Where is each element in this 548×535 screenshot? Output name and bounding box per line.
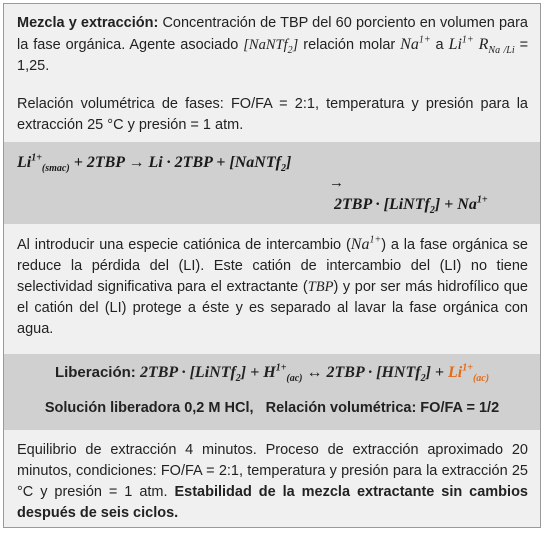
tbp-term: TBP	[307, 279, 334, 295]
equilibrium-text: Equilibrio de extracción 4 minutos. Proceso de extracción aproximado 20 minutos, condiciones: FO/FA = 2:1, temperatura y presión para la extracción 25 °C y presión = 1 atm.	[17, 442, 528, 500]
liberation-label: Liberación:	[54, 364, 136, 381]
na-ion-inline: $Na^{1+}$	[350, 234, 382, 253]
exchange-cation-paragraph: Al introducir una especie catiónica de intercambio $(Na^{1+})$ a la fase orgánica se reduce la pérdida del (LI). Este catión de intercambio del (LI) no tiene selectividad significativa para el extractante (TBP) y por ser más hidrofílico que el catión del (LI) protege a éste y es separado al lavar la fase orgánica con agua.	[17, 234, 528, 337]
stability-text: Estabilidad de la mezcla extractante sin cambios después de seis ciclos.	[17, 484, 528, 521]
phase-ratio-text: Relación volumétrica de fases: FO/FA = 2:1, temperatura y presión para la extracción 25 °C y presión = 1 atm.	[17, 96, 528, 133]
agent-formula: [NaNTf$_2$]	[243, 37, 299, 56]
liberation-equation: Liberación: 2TBP · [LiNTf$_2$] + $H^{1+}_{(ac)}$ ↔ 2TBP · [HNTf$_2$] + $Li^{1+}_{(ac)}$	[54, 362, 490, 385]
ratio-value: = 1,25.	[17, 37, 529, 74]
extraction-equation-line1: $Li^{1+}_{(smac)} + 2TBP \to Li \cdot 2TBP$ + [NaNTf$_2$]	[17, 152, 292, 175]
ratio-symbol: $R_{Na /Li}$	[478, 36, 515, 57]
mixing-extraction-paragraph	[4, 13, 540, 77]
liberation-band	[4, 354, 540, 430]
a-word: a	[435, 37, 444, 53]
phase-ratio-paragraph	[4, 94, 540, 136]
extraction-equation-line2: 2TBP · [LiNTf$_2$] + $Na^{1+}$	[334, 194, 488, 217]
na-ion: $Na^{1+}$	[400, 34, 431, 53]
mixing-heading: Mezcla y extracción:	[17, 15, 159, 31]
li-ion: $Li^{1+}$	[448, 34, 474, 53]
mixing-text-b: relación molar	[303, 37, 396, 53]
extraction-equation-band	[4, 142, 540, 224]
process-description-panel	[3, 3, 541, 528]
equation-arrow: →	[329, 175, 344, 191]
stripping-solution: Solución liberadora 0,2 M HCl, Relación volumétrica: FO/FA = 1/2	[44, 400, 500, 416]
equilibrium-paragraph	[4, 440, 540, 524]
mixing-text-a: Concentración de TBP del 60 porciento en volumen para la fase orgánica. Agente asociado	[17, 15, 528, 53]
li-ion-released: $Li^{1+}_{(ac)}$	[448, 362, 490, 385]
